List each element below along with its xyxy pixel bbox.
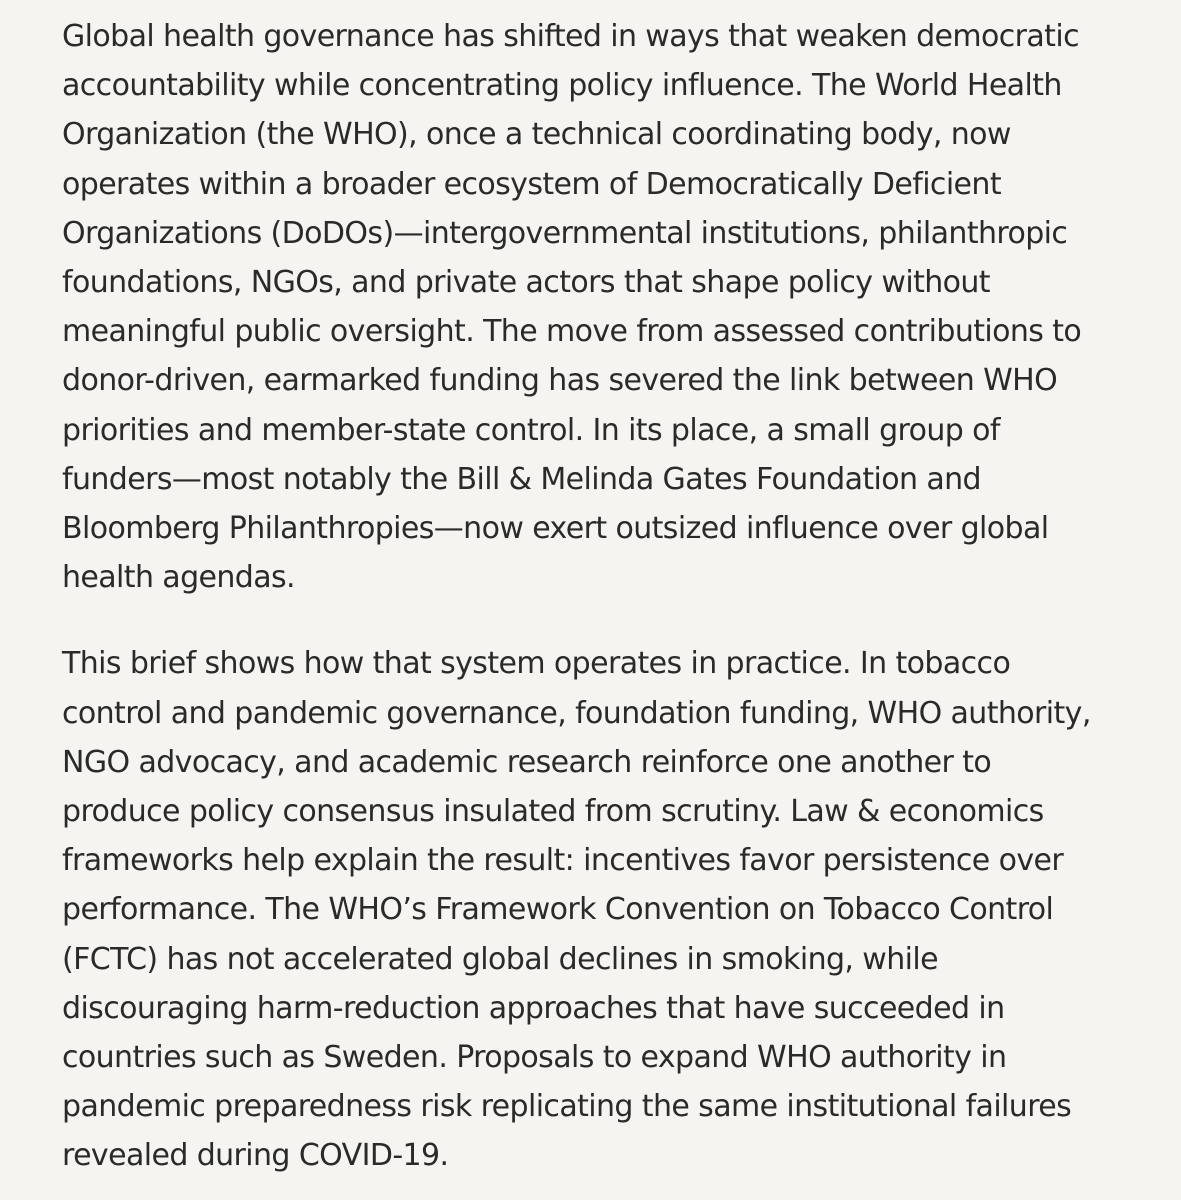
paragraph-2 [62, 639, 1149, 1180]
paragraph-line: meaningful public oversight. The move from assessed contributions to [62, 314, 1082, 350]
paragraph-line: discouraging harm-reduction approaches that have succeeded in [62, 990, 1005, 1026]
paragraph-line: (FCTC) has not accelerated global declines in smoking, while [62, 941, 938, 977]
paragraph-line: Organizations (DoDOs)—intergovernmental institutions, philanthropic [62, 215, 1068, 251]
paragraph-line: produce policy consensus insulated from scrutiny. Law & economics [62, 794, 1044, 830]
paragraph-line: This brief shows how that system operates in practice. In tobacco [62, 646, 1011, 682]
paragraph-line: performance. The WHO’s Framework Convention on Tobacco Control [62, 892, 1054, 928]
paragraph-line: health agendas. [62, 560, 295, 596]
paragraph-line: revealed during COVID-19. [62, 1138, 449, 1174]
paragraph-line: donor-driven, earmarked funding has severed the link between WHO [62, 363, 1058, 399]
paragraph-line: accountability while concentrating policy influence. The World Health [62, 68, 1062, 104]
paragraph-line: operates within a broader ecosystem of Democratically Deficient [62, 166, 1001, 202]
paragraph-line: funders—most notably the Bill & Melinda Gates Foundation and [62, 461, 982, 497]
paragraph-line: priorities and member-state control. In its place, a small group of [62, 412, 1000, 448]
paragraph-line: foundations, NGOs, and private actors that shape policy without [62, 265, 990, 301]
paragraph-line: frameworks help explain the result: incentives favor persistence over [62, 843, 1064, 879]
paragraph-line: pandemic preparedness risk replicating the same institutional failures [62, 1089, 1072, 1125]
paragraph-line: NGO advocacy, and academic research reinforce one another to [62, 744, 992, 780]
paragraph-line: control and pandemic governance, foundation funding, WHO authority, [62, 695, 1091, 731]
paragraph-1 [62, 12, 1149, 602]
paragraph-line: Bloomberg Philanthropies—now exert outsized influence over global [62, 511, 1049, 547]
paragraph-line: Global health governance has shifted in ways that weaken democratic [62, 19, 1079, 54]
paragraph-line: Organization (the WHO), once a technical coordinating body, now [62, 117, 1011, 153]
paragraph-line: countries such as Sweden. Proposals to expand WHO authority in [62, 1040, 1007, 1076]
